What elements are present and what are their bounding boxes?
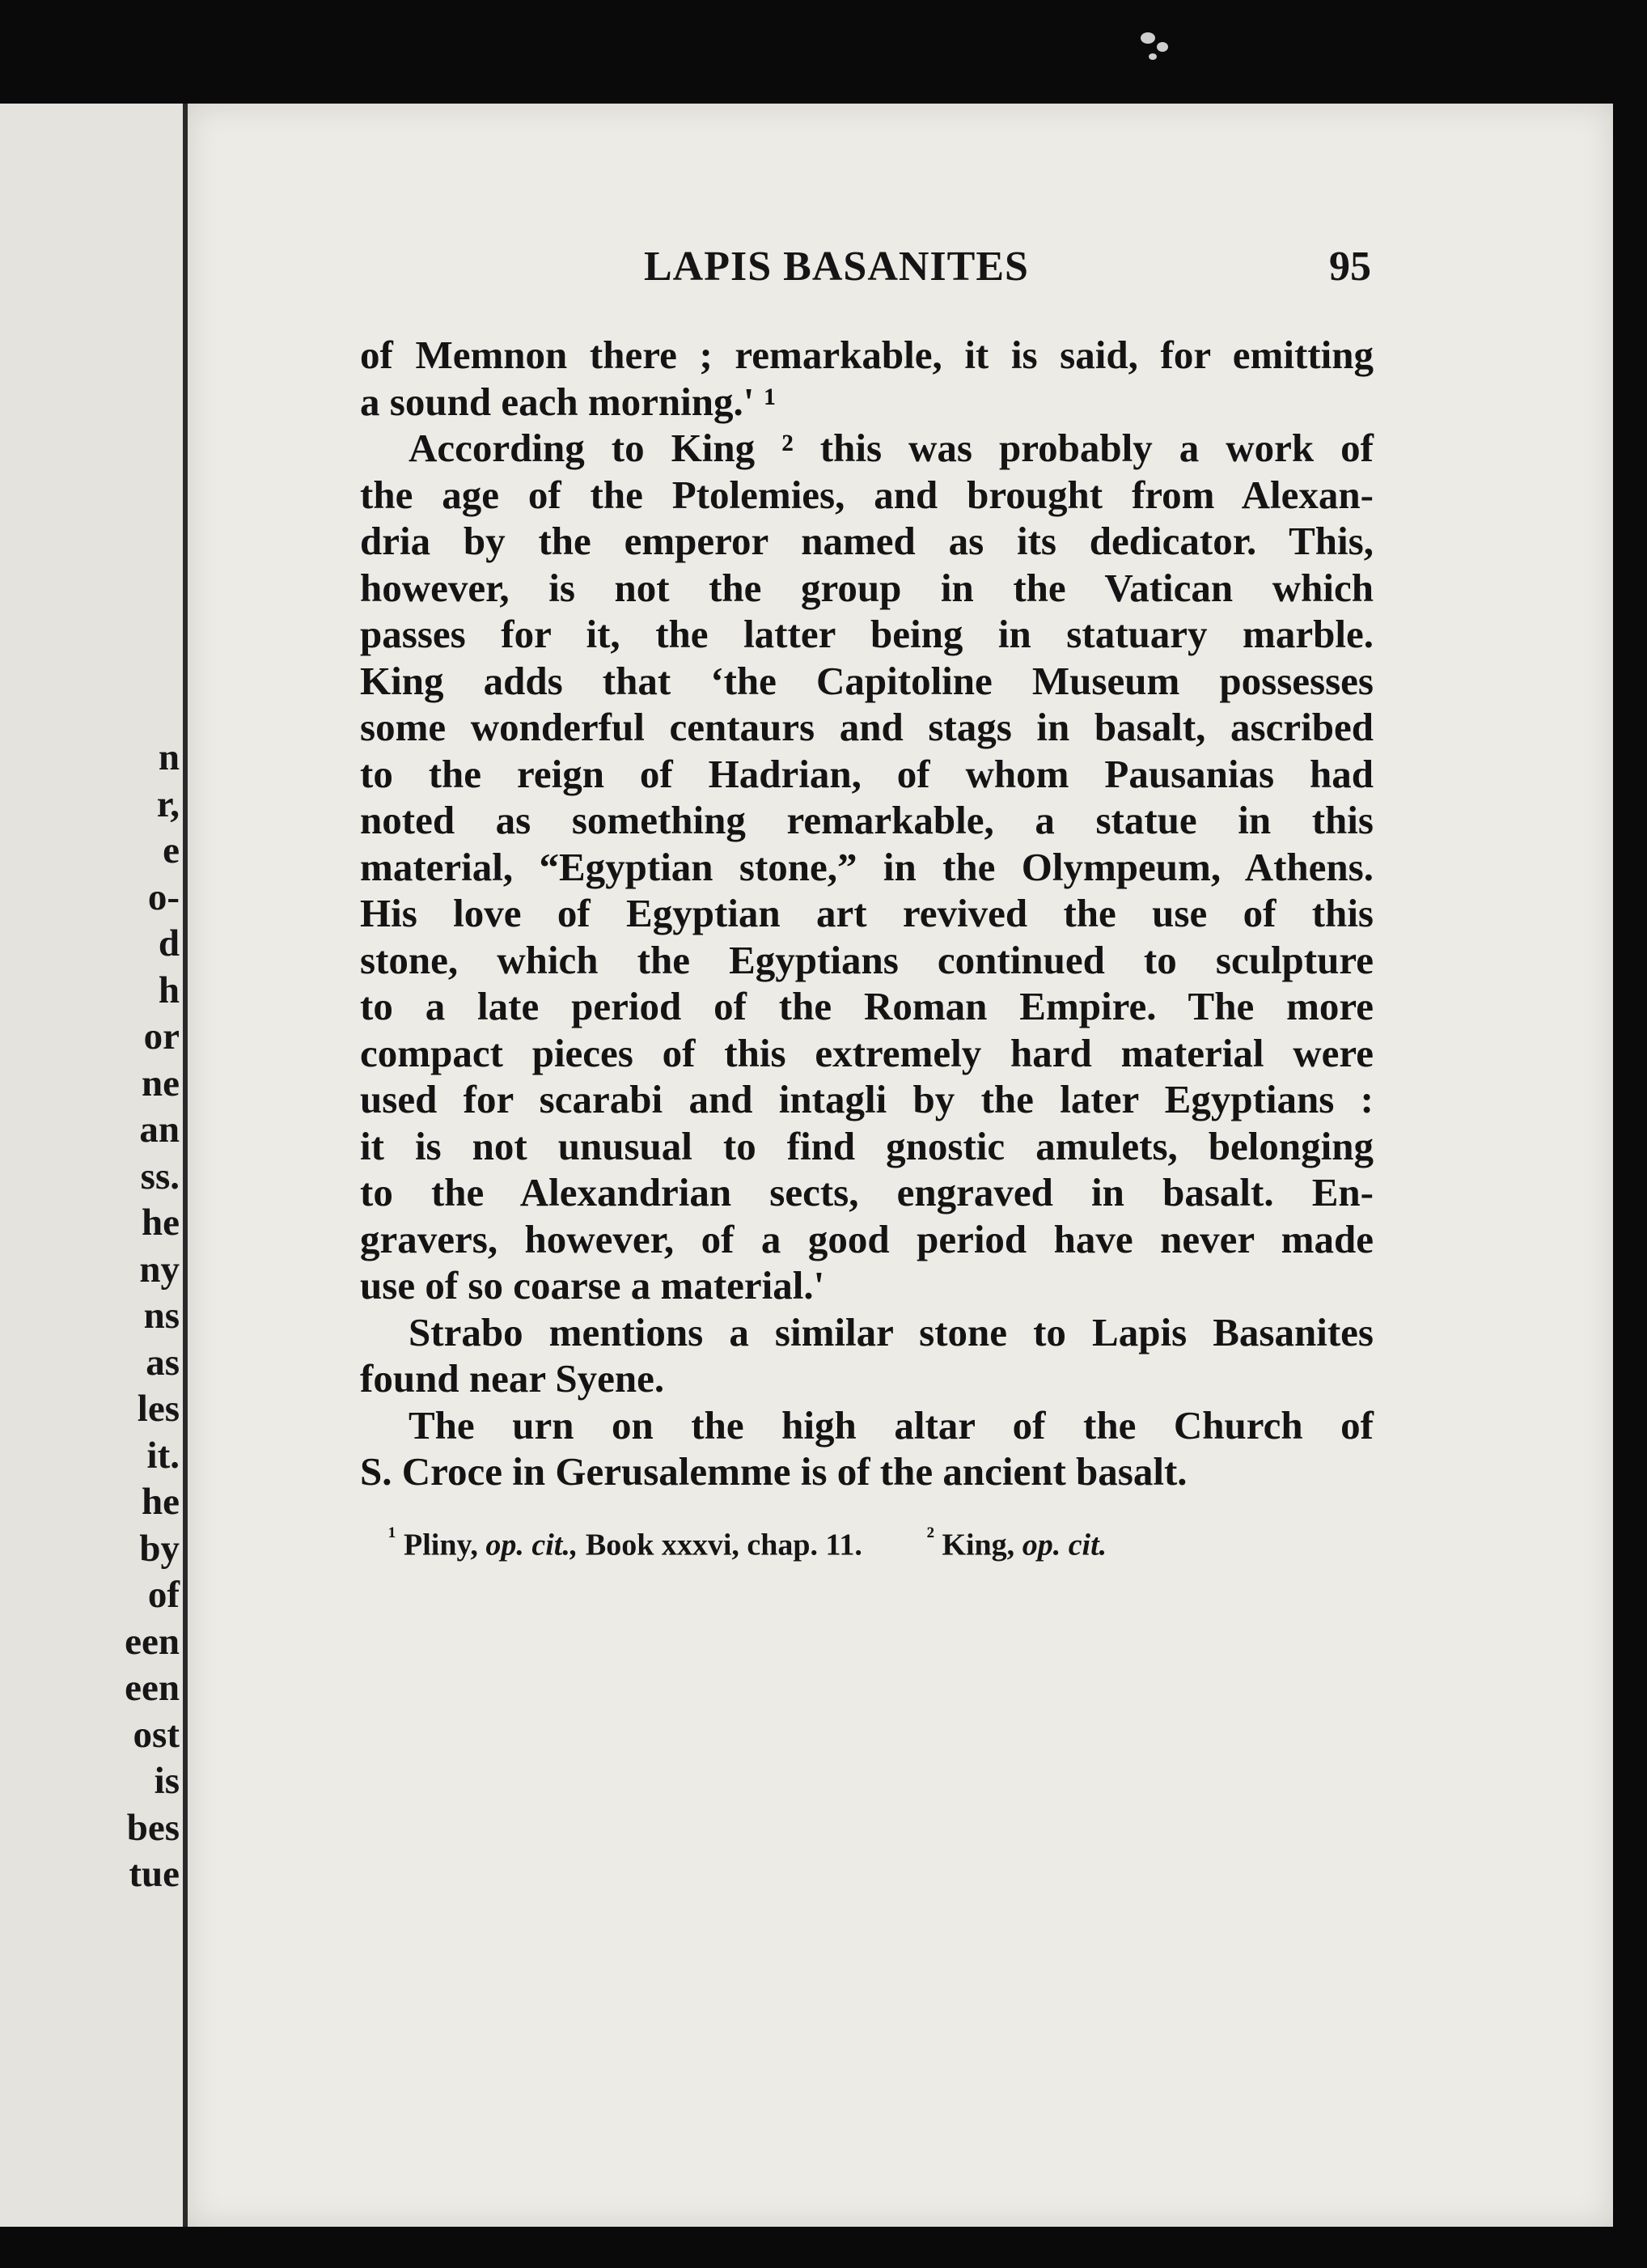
facing-fragment: n xyxy=(158,736,180,778)
facing-fragment: ss. xyxy=(140,1155,180,1198)
facing-fragment: by xyxy=(139,1527,180,1570)
facing-fragment: he xyxy=(142,1202,180,1244)
text-line: passes for it, the latter being in statuary marble. xyxy=(360,612,1374,656)
footnote-italic: op. cit., xyxy=(485,1528,578,1562)
footnotes xyxy=(388,1521,1310,1563)
facing-fragment: o- xyxy=(147,875,180,918)
text-line: a sound each morning.' ¹ xyxy=(360,379,777,424)
text-line: Strabo mentions a similar stone to Lapis Basanites xyxy=(409,1309,1374,1354)
facing-fragment: ns xyxy=(143,1295,180,1337)
text-line: The urn on the high altar of the Church of xyxy=(409,1402,1374,1448)
text-line: gravers, however, of a good period have never made xyxy=(360,1216,1374,1261)
text-line: According to King ² this was probably a work of xyxy=(409,426,1374,470)
text-line: compact pieces of this extremely hard material were xyxy=(360,1030,1374,1075)
text-line: use of so coarse a material.' xyxy=(360,1263,825,1308)
text-line: to a late period of the Roman Empire. The more xyxy=(360,984,1374,1028)
facing-fragment: he xyxy=(142,1481,180,1523)
facing-fragment: een xyxy=(125,1667,180,1709)
facing-fragment: h xyxy=(158,969,180,1011)
facing-fragment: ny xyxy=(139,1248,180,1291)
footnote-marker: ² xyxy=(926,1521,934,1549)
facing-page xyxy=(0,104,186,2227)
facing-fragment: tue xyxy=(129,1853,180,1895)
text-line: used for scarabi and intagli by the later Egyptians : xyxy=(360,1077,1374,1121)
footnote-text: Pliny, xyxy=(404,1528,478,1562)
text-line: noted as something remarkable, a statue in this xyxy=(360,798,1374,842)
text-line: of Memnon there ; remarkable, it is said, for emitting xyxy=(360,333,1374,377)
facing-fragment: or xyxy=(143,1015,180,1058)
footnote-marker: ¹ xyxy=(388,1521,396,1549)
footnote-text: Book xxxvi, chap. 11. xyxy=(585,1528,862,1562)
facing-fragment: les xyxy=(137,1388,180,1430)
facing-fragment: d xyxy=(158,922,180,964)
text-line: S. Croce in Gerusalemme is of the ancient basalt. xyxy=(360,1449,1188,1494)
text-line: however, is not the group in the Vatican which xyxy=(360,565,1374,610)
running-title: LAPIS BASANITES xyxy=(644,244,1029,290)
footnote-1 xyxy=(388,1521,862,1563)
text-line: to the Alexandrian sects, engraved in basalt. En- xyxy=(360,1170,1374,1215)
text-line: some wonderful centaurs and stags in basalt, ascribed xyxy=(360,705,1374,749)
text-line: the age of the Ptolemies, and brought from Alexan- xyxy=(360,472,1374,517)
text-line: material, “Egyptian stone,” in the Olympeum, Athens. xyxy=(360,844,1374,889)
text-line: stone, which the Egyptians continued to sculpture xyxy=(360,937,1374,982)
text-line: King adds that ‘the Capitoline Museum possesses xyxy=(360,658,1374,703)
facing-fragment: of xyxy=(147,1574,180,1616)
text-line: it is not unusual to find gnostic amulets, belonging xyxy=(360,1123,1374,1168)
scan-specks xyxy=(1133,24,1197,73)
facing-fragment: it. xyxy=(146,1434,180,1477)
page-header xyxy=(360,243,1371,299)
text-line: dria by the emperor named as its dedicator. This, xyxy=(360,519,1374,563)
facing-fragment: an xyxy=(139,1109,180,1151)
facing-fragment: r, xyxy=(156,782,180,825)
facing-fragment: bes xyxy=(126,1806,180,1849)
facing-fragment: is xyxy=(154,1760,180,1802)
footnote-text: King, xyxy=(942,1528,1015,1562)
page-number: 95 xyxy=(1329,244,1371,290)
footnote-2 xyxy=(926,1521,1107,1563)
facing-fragment: e xyxy=(163,829,180,871)
facing-page-fragments xyxy=(66,735,180,1898)
footnote-italic: op. cit. xyxy=(1022,1528,1107,1562)
facing-fragment: ost xyxy=(133,1713,180,1756)
facing-fragment: ne xyxy=(142,1062,180,1104)
text-line: His love of Egyptian art revived the use of this xyxy=(360,891,1374,935)
text-line: found near Syene. xyxy=(360,1356,665,1401)
facing-fragment: as xyxy=(146,1341,180,1384)
body-text xyxy=(360,332,1374,1495)
facing-fragment: een xyxy=(125,1620,180,1663)
text-line: to the reign of Hadrian, of whom Pausanias had xyxy=(360,751,1374,796)
